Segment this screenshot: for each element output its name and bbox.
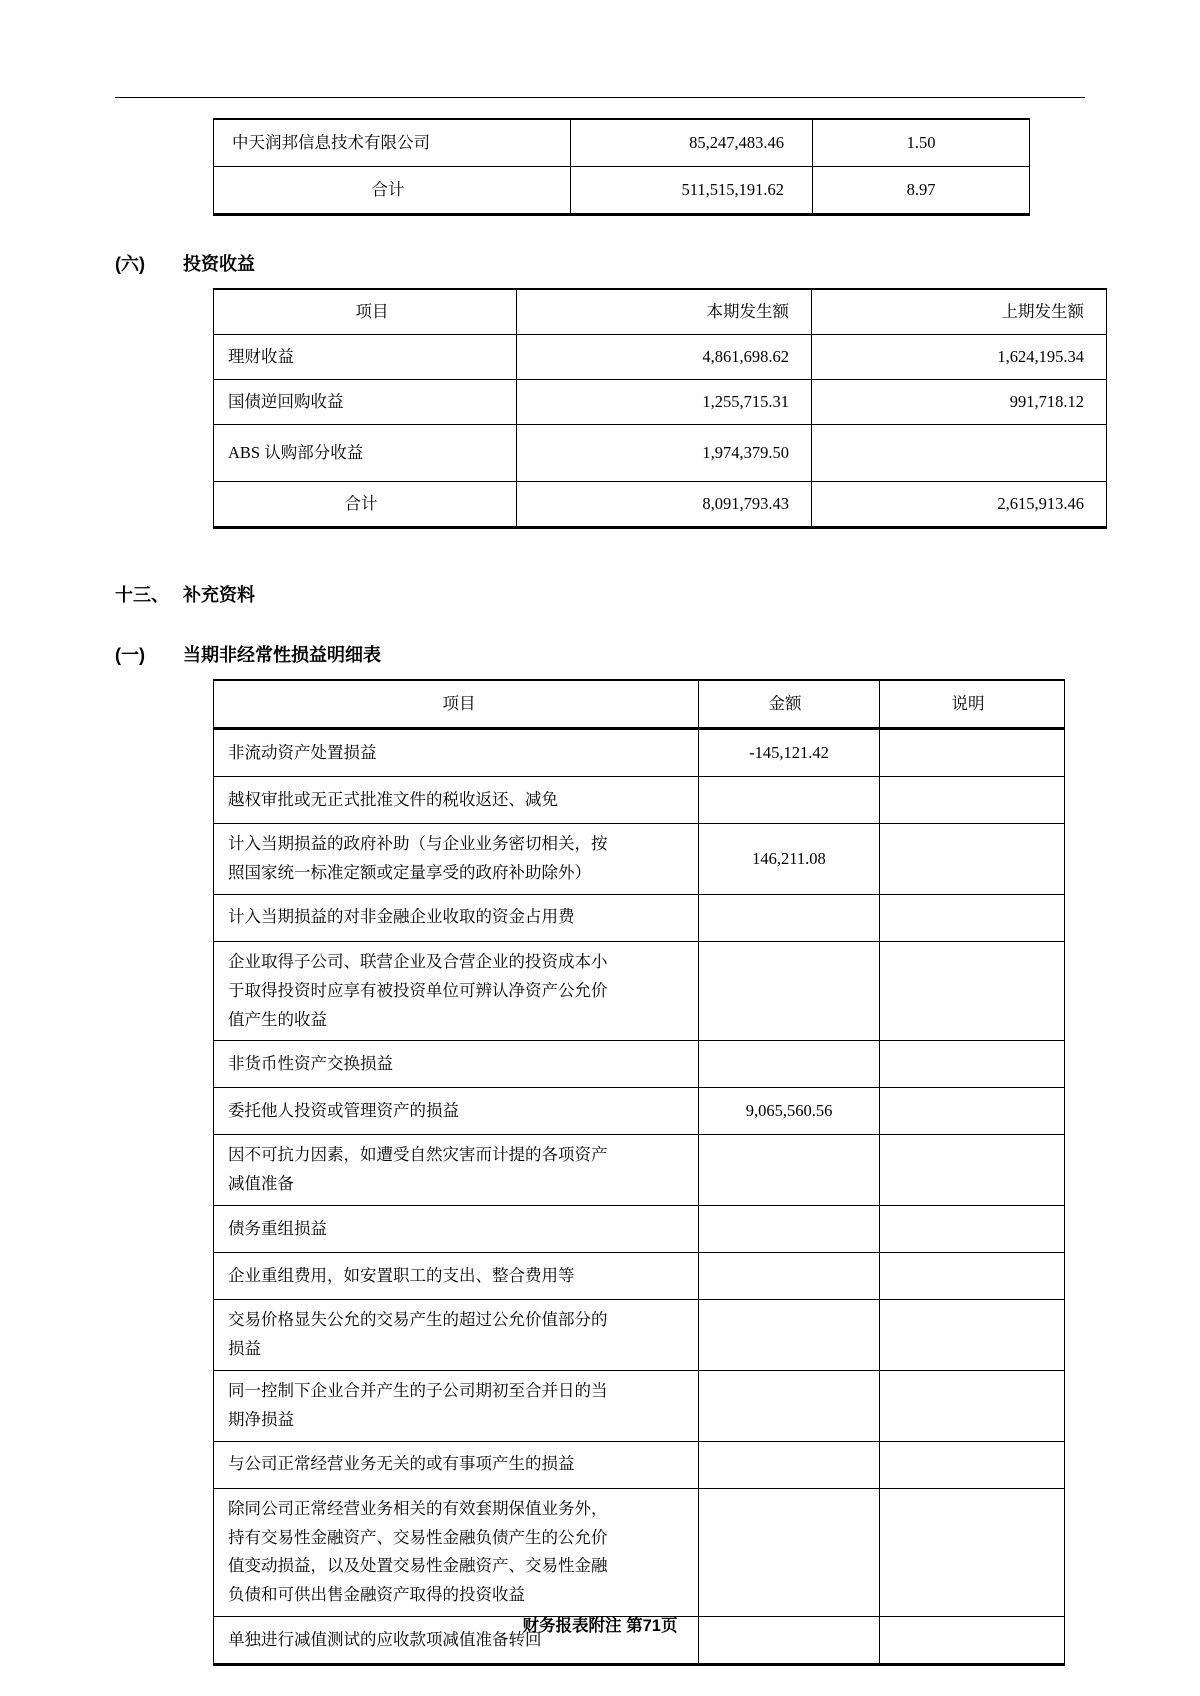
invest-total-label: 合计 xyxy=(214,482,517,528)
page-content xyxy=(115,0,1085,1666)
nonrec-amount xyxy=(699,894,880,941)
column-header-item: 项目 xyxy=(214,289,517,335)
table-row xyxy=(214,729,1065,777)
table-row xyxy=(214,1135,1065,1206)
nonrec-item xyxy=(214,1300,699,1371)
nonrec-amount xyxy=(699,941,880,1041)
nonrec-item-line: 计入当期损益的政府补助（与企业业务密切相关，按 xyxy=(228,834,608,853)
nonrec-note xyxy=(880,1441,1065,1488)
nonrec-item xyxy=(214,824,699,895)
nonrec-item-line: 企业重组费用，如安置职工的支出、整合费用等 xyxy=(228,1265,575,1285)
nonrec-item-line: 除同公司正常经营业务相关的有效套期保值业务外， xyxy=(228,1498,608,1518)
invest-item: 国债逆回购收益 xyxy=(214,380,517,425)
nonrec-item-line: 值变动损益，以及处置交易性金融资产、交易性金融 xyxy=(228,1556,608,1576)
section-title: 投资收益 xyxy=(183,254,255,274)
table-row xyxy=(214,1041,1065,1088)
shareholder-total-amount: 511,515,191.62 xyxy=(571,167,813,215)
column-header-amount: 金额 xyxy=(699,680,880,729)
nonrec-amount xyxy=(699,1135,880,1206)
nonrec-item-line: 委托他人投资或管理资产的损益 xyxy=(228,1100,459,1120)
nonrec-amount xyxy=(699,1253,880,1300)
column-header-item: 项目 xyxy=(214,680,699,729)
investment-income-table xyxy=(213,288,1107,529)
nonrec-item-line: 债务重组损益 xyxy=(228,1218,327,1238)
section-number: (一) xyxy=(115,645,145,665)
table-row xyxy=(214,1370,1065,1441)
invest-item: ABS 认购部分收益 xyxy=(214,425,517,482)
invest-item: 理财收益 xyxy=(214,335,517,380)
invest-current: 1,974,379.50 xyxy=(517,425,812,482)
column-header-previous: 上期发生额 xyxy=(812,289,1107,335)
invest-current: 4,861,698.62 xyxy=(517,335,812,380)
section-title: 当期非经常性损益明细表 xyxy=(183,645,381,665)
column-header-current: 本期发生额 xyxy=(517,289,812,335)
invest-total-current: 8,091,793.43 xyxy=(517,482,812,528)
nonrec-item xyxy=(214,1206,699,1253)
nonrec-item xyxy=(214,1441,699,1488)
invest-previous: 991,718.12 xyxy=(812,380,1107,425)
nonrec-amount: 9,065,560.56 xyxy=(699,1088,880,1135)
table-row xyxy=(214,380,1107,425)
table-row xyxy=(214,1488,1065,1617)
table-header-row xyxy=(214,289,1107,335)
section-heading-investment-income xyxy=(115,250,1085,276)
nonrec-item-line: 单独进行减值测试的应收款项减值准备转回 xyxy=(228,1629,542,1649)
table-row xyxy=(214,1441,1065,1488)
table-row xyxy=(214,482,1107,528)
table-row xyxy=(214,777,1065,824)
nonrec-item xyxy=(214,777,699,824)
page-footer: 财务报表附注 第71页 xyxy=(522,1617,678,1635)
nonrec-item-line: 因不可抗力因素，如遭受自然灾害而计提的各项资产 xyxy=(228,1145,608,1165)
section-title: 补充资料 xyxy=(183,585,255,605)
nonrec-note xyxy=(880,1370,1065,1441)
nonrec-item xyxy=(214,894,699,941)
nonrec-amount xyxy=(699,1206,880,1253)
nonrec-item-line: 减值准备 xyxy=(228,1174,294,1194)
nonrec-note xyxy=(880,824,1065,895)
invest-current: 1,255,715.31 xyxy=(517,380,812,425)
shareholder-name: 中天润邦信息技术有限公司 xyxy=(214,119,571,167)
shareholder-total-pct: 8.97 xyxy=(813,167,1030,215)
nonrec-amount xyxy=(699,1041,880,1088)
nonrec-note xyxy=(880,1488,1065,1617)
table-row xyxy=(214,824,1065,895)
nonrecurring-table-body xyxy=(214,729,1065,1665)
section-number: 十三、 xyxy=(115,585,169,605)
nonrec-amount xyxy=(699,1441,880,1488)
section-heading-supplementary xyxy=(115,581,1085,607)
nonrec-item xyxy=(214,941,699,1041)
nonrec-item-line: 照国家统一标准定额或定量享受的政府补助除外） xyxy=(228,862,591,882)
nonrec-item-line: 损益 xyxy=(228,1339,261,1358)
nonrec-amount: 146,211.08 xyxy=(699,824,880,895)
table-header-row xyxy=(214,680,1065,729)
invest-total-previous: 2,615,913.46 xyxy=(812,482,1107,528)
table-row xyxy=(214,894,1065,941)
nonrec-amount xyxy=(699,1488,880,1617)
invest-previous xyxy=(812,425,1107,482)
table-row xyxy=(214,335,1107,380)
nonrec-note xyxy=(880,894,1065,941)
nonrec-item-line: 负债和可供出售金融资产取得的投资收益 xyxy=(228,1585,525,1605)
table-row xyxy=(214,1300,1065,1371)
nonrec-amount xyxy=(699,1300,880,1371)
nonrec-note xyxy=(880,1041,1065,1088)
table-row xyxy=(214,1206,1065,1253)
nonrec-item xyxy=(214,1253,699,1300)
nonrec-note xyxy=(880,1300,1065,1371)
nonrec-item-line: 值产生的收益 xyxy=(228,1009,327,1029)
nonrec-item-line: 企业取得子公司、联营企业及合营企业的投资成本小 xyxy=(228,951,608,971)
table-row xyxy=(214,1253,1065,1300)
shareholder-amount: 85,247,483.46 xyxy=(571,119,813,167)
nonrec-item-line: 于取得投资时应享有被投资单位可辨认净资产公允价 xyxy=(228,980,608,1000)
table-row xyxy=(214,119,1030,167)
invest-previous: 1,624,195.34 xyxy=(812,335,1107,380)
nonrec-note xyxy=(880,1135,1065,1206)
nonrec-item-line: 期净损益 xyxy=(228,1409,294,1429)
nonrec-note xyxy=(880,1253,1065,1300)
section-heading-nonrecurring xyxy=(115,641,1085,667)
nonrec-item-line: 非流动资产处置损益 xyxy=(228,742,377,762)
nonrec-amount xyxy=(699,777,880,824)
nonrec-item-line: 非货币性资产交换损益 xyxy=(228,1053,393,1073)
section-number: (六) xyxy=(115,254,145,274)
column-header-note: 说明 xyxy=(880,680,1065,729)
table-row xyxy=(214,425,1107,482)
nonrec-note xyxy=(880,941,1065,1041)
nonrec-amount xyxy=(699,1370,880,1441)
nonrec-note xyxy=(880,1088,1065,1135)
table-row xyxy=(214,941,1065,1041)
nonrec-note xyxy=(880,777,1065,824)
nonrec-item-line: 计入当期损益的对非金融企业收取的资金占用费 xyxy=(228,907,575,927)
nonrec-item xyxy=(214,1370,699,1441)
nonrec-item xyxy=(214,1088,699,1135)
table-row xyxy=(214,167,1030,215)
nonrec-note xyxy=(880,729,1065,777)
table-row xyxy=(214,1088,1065,1135)
nonrec-item-line: 同一控制下企业合并产生的子公司期初至合并日的当 xyxy=(228,1380,608,1400)
nonrec-item xyxy=(214,729,699,777)
nonrec-item-line: 持有交易性金融资产、交易性金融负债产生的公允价 xyxy=(228,1527,608,1547)
shareholders-table xyxy=(213,118,1030,216)
nonrec-item xyxy=(214,1041,699,1088)
shareholder-total-label: 合计 xyxy=(214,167,571,215)
nonrec-item-line: 交易价格显失公允的交易产生的超过公允价值部分的 xyxy=(228,1310,608,1330)
nonrecurring-items-table xyxy=(213,679,1065,1666)
shareholder-pct: 1.50 xyxy=(813,119,1030,167)
nonrec-item-line: 越权审批或无正式批准文件的税收返还、减免 xyxy=(228,789,558,809)
header-rule xyxy=(115,97,1085,98)
nonrec-note xyxy=(880,1206,1065,1253)
nonrec-item-line: 与公司正常经营业务无关的或有事项产生的损益 xyxy=(228,1454,575,1474)
nonrec-amount: -145,121.42 xyxy=(699,729,880,777)
nonrec-item xyxy=(214,1488,699,1617)
nonrec-item xyxy=(214,1135,699,1206)
